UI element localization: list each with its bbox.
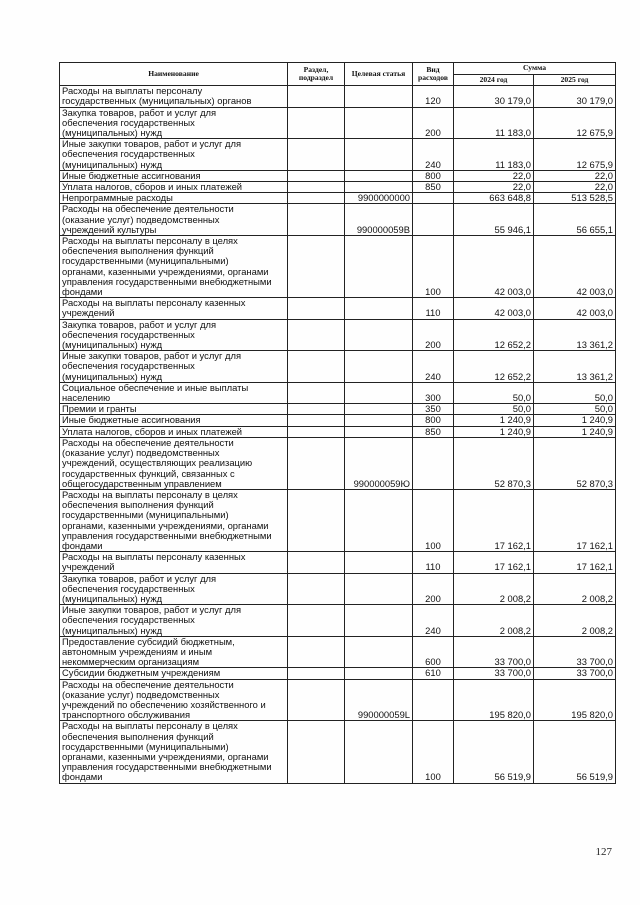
row-2025-cell: 30 179,0 <box>534 86 616 107</box>
table-row <box>60 605 616 637</box>
header-2024: 2024 год <box>454 74 534 86</box>
table-row <box>60 636 616 668</box>
row-2024-cell: 56 519,9 <box>454 721 534 783</box>
table-row <box>60 107 616 139</box>
row-section-cell <box>288 170 345 181</box>
row-type-cell <box>413 193 454 204</box>
row-name-cell: Уплата налогов, сборов и иных платежей <box>60 182 288 193</box>
table-row <box>60 404 616 415</box>
row-target-cell <box>345 573 413 605</box>
row-2025-cell: 52 870,3 <box>534 437 616 489</box>
row-section-cell <box>288 552 345 573</box>
row-2025-cell: 13 361,2 <box>534 319 616 351</box>
row-2024-cell: 17 162,1 <box>454 489 534 551</box>
page-number: 127 <box>595 846 612 858</box>
table-row <box>60 86 616 107</box>
row-section-cell <box>288 182 345 193</box>
table-row <box>60 298 616 319</box>
row-target-cell <box>345 404 413 415</box>
row-name-cell: Закупка товаров, работ и услуг для обеспечения государственных (муниципальных) нужд <box>60 107 288 139</box>
row-target-cell <box>345 319 413 351</box>
row-2024-cell: 2 008,2 <box>454 605 534 637</box>
row-section-cell <box>288 404 345 415</box>
row-2024-cell: 55 946,1 <box>454 204 534 236</box>
row-target-cell <box>345 636 413 668</box>
table-row <box>60 679 616 721</box>
row-2025-cell: 50,0 <box>534 382 616 403</box>
row-target-cell: 9900000000 <box>345 193 413 204</box>
row-name-cell: Премии и гранты <box>60 404 288 415</box>
row-name-cell: Расходы на выплаты персоналу казенных учреждений <box>60 298 288 319</box>
row-2025-cell: 12 675,9 <box>534 107 616 139</box>
row-2024-cell: 52 870,3 <box>454 437 534 489</box>
row-section-cell <box>288 668 345 679</box>
row-target-cell <box>345 236 413 298</box>
row-target-cell <box>345 426 413 437</box>
row-2025-cell: 1 240,9 <box>534 426 616 437</box>
row-type-cell: 240 <box>413 605 454 637</box>
row-2025-cell: 22,0 <box>534 170 616 181</box>
row-name-cell: Закупка товаров, работ и услуг для обеспечения государственных (муниципальных) нужд <box>60 573 288 605</box>
header-target: Целевая статья <box>345 63 413 86</box>
header-name: Наименование <box>60 63 288 86</box>
row-section-cell <box>288 139 345 171</box>
row-2024-cell: 17 162,1 <box>454 552 534 573</box>
row-section-cell <box>288 107 345 139</box>
row-2025-cell: 1 240,9 <box>534 415 616 426</box>
row-2024-cell: 195 820,0 <box>454 679 534 721</box>
row-target-cell <box>345 605 413 637</box>
row-type-cell: 600 <box>413 636 454 668</box>
row-2025-cell: 42 003,0 <box>534 298 616 319</box>
row-section-cell <box>288 489 345 551</box>
row-name-cell: Уплата налогов, сборов и иных платежей <box>60 426 288 437</box>
row-2024-cell: 42 003,0 <box>454 298 534 319</box>
row-target-cell: 990000059В <box>345 204 413 236</box>
row-section-cell <box>288 86 345 107</box>
row-target-cell <box>345 415 413 426</box>
row-type-cell: 110 <box>413 552 454 573</box>
table-row <box>60 319 616 351</box>
table-row <box>60 382 616 403</box>
table-row <box>60 204 616 236</box>
row-2025-cell: 17 162,1 <box>534 552 616 573</box>
row-type-cell: 100 <box>413 721 454 783</box>
row-type-cell: 350 <box>413 404 454 415</box>
row-name-cell: Расходы на обеспечение деятельности (оказание услуг) подведомственных учреждений по обеспечению хозяйственного и транспортного обслуживания <box>60 679 288 721</box>
row-name-cell: Иные закупки товаров, работ и услуг для обеспечения государственных (муниципальных) нужд <box>60 139 288 171</box>
row-name-cell: Субсидии бюджетным учреждениям <box>60 668 288 679</box>
row-target-cell <box>345 139 413 171</box>
row-2025-cell: 56 519,9 <box>534 721 616 783</box>
row-target-cell <box>345 721 413 783</box>
row-type-cell: 850 <box>413 426 454 437</box>
row-type-cell: 850 <box>413 182 454 193</box>
row-2024-cell: 12 652,2 <box>454 319 534 351</box>
row-name-cell: Расходы на выплаты персоналу в целях обеспечения выполнения функций государственными (муниципальными) органами, казенными учреждениями, органами управления государственными внебюджетными фондами <box>60 721 288 783</box>
table-row <box>60 437 616 489</box>
table-row <box>60 351 616 383</box>
row-2025-cell: 33 700,0 <box>534 636 616 668</box>
row-type-cell: 110 <box>413 298 454 319</box>
row-target-cell <box>345 107 413 139</box>
row-type-cell: 200 <box>413 319 454 351</box>
row-type-cell: 800 <box>413 415 454 426</box>
row-name-cell: Иные бюджетные ассигнования <box>60 170 288 181</box>
table-row <box>60 170 616 181</box>
row-2024-cell: 1 240,9 <box>454 426 534 437</box>
row-section-cell <box>288 426 345 437</box>
row-type-cell: 100 <box>413 236 454 298</box>
table-row <box>60 182 616 193</box>
table-row <box>60 721 616 783</box>
row-section-cell <box>288 605 345 637</box>
row-type-cell: 240 <box>413 351 454 383</box>
row-2025-cell: 13 361,2 <box>534 351 616 383</box>
row-target-cell <box>345 552 413 573</box>
row-2025-cell: 56 655,1 <box>534 204 616 236</box>
row-type-cell: 100 <box>413 489 454 551</box>
row-2025-cell: 22,0 <box>534 182 616 193</box>
row-type-cell <box>413 437 454 489</box>
row-type-cell: 200 <box>413 107 454 139</box>
row-target-cell <box>345 489 413 551</box>
row-section-cell <box>288 298 345 319</box>
row-type-cell: 300 <box>413 382 454 403</box>
row-section-cell <box>288 236 345 298</box>
header-2025: 2025 год <box>534 74 616 86</box>
table-header-row <box>60 63 616 75</box>
row-target-cell: 990000059Ю <box>345 437 413 489</box>
row-name-cell: Расходы на выплаты персоналу в целях обеспечения выполнения функций государственными (муниципальными) органами, казенными учреждениями, органами управления государственными внебюджетными фондами <box>60 236 288 298</box>
row-target-cell <box>345 86 413 107</box>
row-2024-cell: 663 648,8 <box>454 193 534 204</box>
row-name-cell: Социальное обеспечение и иные выплаты населению <box>60 382 288 403</box>
table-row <box>60 668 616 679</box>
row-2024-cell: 2 008,2 <box>454 573 534 605</box>
row-target-cell <box>345 668 413 679</box>
row-2024-cell: 1 240,9 <box>454 415 534 426</box>
row-section-cell <box>288 636 345 668</box>
row-section-cell <box>288 679 345 721</box>
row-type-cell: 200 <box>413 573 454 605</box>
row-type-cell: 120 <box>413 86 454 107</box>
row-section-cell <box>288 415 345 426</box>
row-2024-cell: 33 700,0 <box>454 636 534 668</box>
row-target-cell <box>345 382 413 403</box>
row-section-cell <box>288 204 345 236</box>
row-type-cell <box>413 204 454 236</box>
row-target-cell <box>345 351 413 383</box>
row-section-cell <box>288 193 345 204</box>
table-body <box>60 86 616 783</box>
row-name-cell: Закупка товаров, работ и услуг для обеспечения государственных (муниципальных) нужд <box>60 319 288 351</box>
row-2024-cell: 22,0 <box>454 170 534 181</box>
row-2024-cell: 33 700,0 <box>454 668 534 679</box>
row-2025-cell: 2 008,2 <box>534 573 616 605</box>
row-2025-cell: 195 820,0 <box>534 679 616 721</box>
table-row <box>60 552 616 573</box>
header-section: Раздел, подраздел <box>288 63 345 86</box>
row-section-cell <box>288 573 345 605</box>
row-name-cell: Расходы на выплаты персоналу казенных учреждений <box>60 552 288 573</box>
row-type-cell: 800 <box>413 170 454 181</box>
row-2024-cell: 50,0 <box>454 382 534 403</box>
table-row <box>60 415 616 426</box>
budget-table <box>59 62 616 784</box>
row-section-cell <box>288 351 345 383</box>
row-target-cell: 990000059L <box>345 679 413 721</box>
table-row <box>60 573 616 605</box>
row-section-cell <box>288 319 345 351</box>
row-2025-cell: 50,0 <box>534 404 616 415</box>
table-row <box>60 139 616 171</box>
row-2025-cell: 12 675,9 <box>534 139 616 171</box>
header-type: Вид расходов <box>413 63 454 86</box>
row-2025-cell: 513 528,5 <box>534 193 616 204</box>
row-name-cell: Непрограммные расходы <box>60 193 288 204</box>
row-name-cell: Иные бюджетные ассигнования <box>60 415 288 426</box>
table-row <box>60 426 616 437</box>
row-2024-cell: 11 183,0 <box>454 139 534 171</box>
row-target-cell <box>345 170 413 181</box>
row-name-cell: Предоставление субсидий бюджетным, автономным учреждениям и иным некоммерческим организациям <box>60 636 288 668</box>
row-name-cell: Расходы на обеспечение деятельности (оказание услуг) подведомственных учреждений культуры <box>60 204 288 236</box>
row-2024-cell: 12 652,2 <box>454 351 534 383</box>
row-name-cell: Иные закупки товаров, работ и услуг для обеспечения государственных (муниципальных) нужд <box>60 351 288 383</box>
row-name-cell: Иные закупки товаров, работ и услуг для обеспечения государственных (муниципальных) нужд <box>60 605 288 637</box>
table-row <box>60 489 616 551</box>
row-target-cell <box>345 298 413 319</box>
row-target-cell <box>345 182 413 193</box>
table-row <box>60 193 616 204</box>
row-name-cell: Расходы на выплаты персоналу государственных (муниципальных) органов <box>60 86 288 107</box>
header-sum: Сумма <box>454 63 616 75</box>
row-2025-cell: 42 003,0 <box>534 236 616 298</box>
row-type-cell: 240 <box>413 139 454 171</box>
row-name-cell: Расходы на выплаты персоналу в целях обеспечения выполнения функций государственными (муниципальными) органами, казенными учреждениями, органами управления государственными внебюджетными фондами <box>60 489 288 551</box>
row-2024-cell: 50,0 <box>454 404 534 415</box>
row-2025-cell: 33 700,0 <box>534 668 616 679</box>
row-section-cell <box>288 437 345 489</box>
row-section-cell <box>288 382 345 403</box>
row-2025-cell: 17 162,1 <box>534 489 616 551</box>
row-2024-cell: 11 183,0 <box>454 107 534 139</box>
row-2024-cell: 42 003,0 <box>454 236 534 298</box>
table-row <box>60 236 616 298</box>
row-type-cell: 610 <box>413 668 454 679</box>
row-2024-cell: 22,0 <box>454 182 534 193</box>
row-type-cell <box>413 679 454 721</box>
row-2025-cell: 2 008,2 <box>534 605 616 637</box>
row-2024-cell: 30 179,0 <box>454 86 534 107</box>
row-name-cell: Расходы на обеспечение деятельности (оказание услуг) подведомственных учреждений, осуществляющих реализацию государственных функций, связанных с общегосударственным управлением <box>60 437 288 489</box>
row-section-cell <box>288 721 345 783</box>
